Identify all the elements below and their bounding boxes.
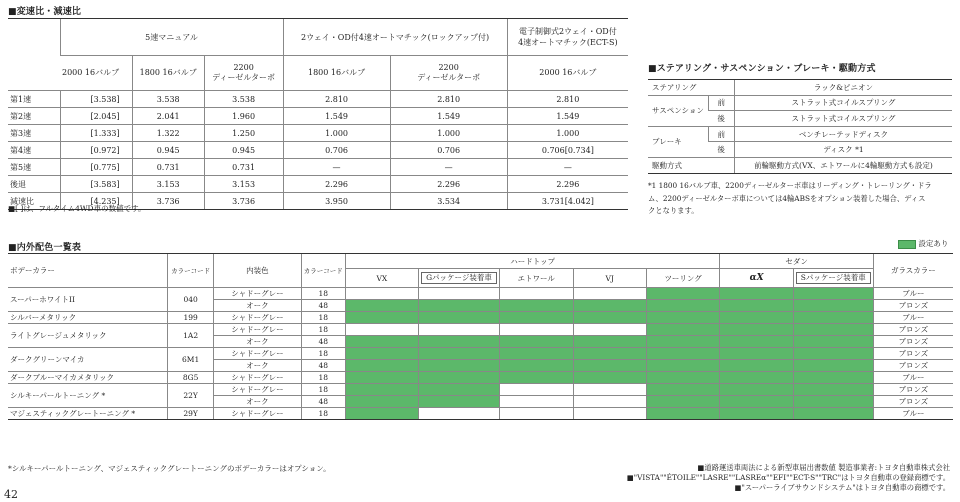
interior-color: シャドーグレー <box>214 372 302 384</box>
availability-cell-set <box>419 312 500 324</box>
body-color-name: マジェスティックグレートーニング * <box>8 408 168 420</box>
availability-cell-set <box>720 396 793 408</box>
gear-value: 2.296 <box>507 176 628 193</box>
gear-value: 1.549 <box>507 108 628 125</box>
glass-color: ブルー <box>873 408 953 420</box>
glass-color: ブロンズ <box>873 348 953 360</box>
interior-code: 48 <box>301 300 345 312</box>
availability-cell-set <box>720 360 793 372</box>
steer-row-label: 駆動方式 <box>648 157 734 173</box>
gear-value: 2.041 <box>132 108 204 125</box>
availability-cell-set <box>720 408 793 420</box>
availability-cell-set <box>720 336 793 348</box>
color-note: *シルキーパールトーニング、マジェスティックグレートーニングのボデーカラーはオプション。 <box>8 464 331 473</box>
availability-cell-set <box>793 348 873 360</box>
grade-header: ツーリング <box>646 269 720 288</box>
interior-color: シャドーグレー <box>214 312 302 324</box>
availability-cell-set <box>345 336 418 348</box>
grade-header: Gパッケージ装着車 <box>419 269 500 288</box>
steer-value: ストラット式コイルスプリング <box>734 95 952 111</box>
gear-value: [4.235] <box>60 193 132 210</box>
availability-cell-unset <box>499 396 573 408</box>
header-glass: ガラスカラー <box>873 254 953 288</box>
availability-cell-set <box>345 300 418 312</box>
gear-value: [3.538] <box>60 91 132 108</box>
availability-cell-set <box>419 336 500 348</box>
gear-value: 1.549 <box>283 108 390 125</box>
interior-color: オーク <box>214 360 302 372</box>
gear-value: 1.322 <box>132 125 204 142</box>
availability-cell-set <box>573 348 646 360</box>
steer-value: ベンチレーテッドディスク <box>734 126 952 142</box>
gear-row <box>8 108 628 125</box>
interior-color: シャドーグレー <box>214 288 302 300</box>
availability-cell-set <box>793 396 873 408</box>
gear-row-label: 第5速 <box>8 159 60 176</box>
body-color-name: シルバーメタリック <box>8 312 168 324</box>
interior-code: 18 <box>301 384 345 396</box>
availability-cell-set <box>419 384 500 396</box>
glass-color: ブロンズ <box>873 324 953 336</box>
steer-row-label: ステアリング <box>648 80 734 96</box>
gear-value: 1.000 <box>283 125 390 142</box>
gear-row-label: 第1速 <box>8 91 60 108</box>
gear-col-header: 2200 ディーゼルターボ <box>390 56 507 91</box>
gear-row-label: 第3速 <box>8 125 60 142</box>
availability-cell-unset <box>499 384 573 396</box>
steer-value: ディスク *1 <box>734 142 952 158</box>
interior-code: 48 <box>301 336 345 348</box>
color-row <box>8 312 953 324</box>
availability-cell-unset <box>499 288 573 300</box>
availability-cell-set <box>499 348 573 360</box>
body-color-code: 040 <box>168 288 214 312</box>
glass-color: ブロンズ <box>873 300 953 312</box>
color-row <box>8 408 953 420</box>
availability-cell-set <box>720 288 793 300</box>
availability-cell-unset <box>573 408 646 420</box>
header-interior: 内装色 <box>214 254 302 288</box>
availability-cell-unset <box>419 324 500 336</box>
body-color-name: シルキーパールトーニング * <box>8 384 168 408</box>
availability-cell-set <box>345 384 418 396</box>
body-color-code: 22Y <box>168 384 214 408</box>
header-interior-code: カラーコード <box>301 254 345 288</box>
gear-value: — <box>390 159 507 176</box>
gear-value: [0.775] <box>60 159 132 176</box>
steer-row-label: サスペンション <box>648 95 708 126</box>
gear-value: 1.549 <box>390 108 507 125</box>
gear-col-header: 2200 ディーゼルターボ <box>204 56 283 91</box>
interior-color: オーク <box>214 300 302 312</box>
gear-value: 0.731 <box>132 159 204 176</box>
gear-value: 3.534 <box>390 193 507 210</box>
body-color-code: 6M1 <box>168 348 214 372</box>
availability-cell-set <box>720 324 793 336</box>
grade-header: Sパッケージ装着車 <box>793 269 873 288</box>
steer-sub-label: 前 <box>708 95 734 111</box>
availability-cell-set <box>793 288 873 300</box>
availability-cell-set <box>499 312 573 324</box>
availability-cell-set <box>720 384 793 396</box>
availability-cell-set <box>573 312 646 324</box>
gear-row-label: 第4速 <box>8 142 60 159</box>
gear-value: 3.538 <box>132 91 204 108</box>
availability-cell-set <box>345 372 418 384</box>
steer-section-title: ■ステアリング・サスペンション・ブレーキ・駆動方式 <box>648 64 876 74</box>
gear-col-header: 1800 16バルブ <box>283 56 390 91</box>
availability-cell-unset <box>345 324 418 336</box>
gear-value: [3.583] <box>60 176 132 193</box>
interior-code: 18 <box>301 408 345 420</box>
availability-cell-set <box>646 360 720 372</box>
interior-color: シャドーグレー <box>214 384 302 396</box>
gear-value: — <box>507 159 628 176</box>
color-section-title: ■内外配色一覧表 <box>8 243 82 253</box>
interior-code: 18 <box>301 324 345 336</box>
availability-cell-set <box>573 336 646 348</box>
gear-value: 0.706 <box>390 142 507 159</box>
availability-cell-set <box>793 324 873 336</box>
header-color-code: カラーコード <box>168 254 214 288</box>
availability-cell-set <box>646 324 720 336</box>
availability-cell-set <box>499 360 573 372</box>
availability-cell-unset <box>573 396 646 408</box>
availability-cell-unset <box>499 408 573 420</box>
legend <box>898 238 948 249</box>
glass-color: ブルー <box>873 312 953 324</box>
glass-color: ブロンズ <box>873 384 953 396</box>
availability-cell-set <box>345 396 418 408</box>
color-row <box>8 372 953 384</box>
availability-cell-set <box>720 348 793 360</box>
gear-col-header: 2000 16バルブ <box>60 56 132 91</box>
gear-value: 3.153 <box>132 176 204 193</box>
availability-cell-set <box>646 396 720 408</box>
availability-cell-unset <box>419 288 500 300</box>
availability-cell-set <box>419 372 500 384</box>
availability-cell-set <box>720 312 793 324</box>
header-hardtop: ハードトップ <box>345 254 720 269</box>
steer-sub-label: 後 <box>708 142 734 158</box>
availability-cell-set <box>720 372 793 384</box>
interior-color: シャドーグレー <box>214 348 302 360</box>
availability-cell-unset <box>573 288 646 300</box>
gear-group-manual: 5速マニュアル <box>60 19 283 56</box>
grade-header: αX <box>720 269 793 288</box>
steer-value: 前輪駆動方式(VX、エトワールに4輪駆動方式も設定) <box>734 157 952 173</box>
gear-value: 0.945 <box>132 142 204 159</box>
gear-value: 2.296 <box>283 176 390 193</box>
availability-cell-set <box>793 312 873 324</box>
interior-color: オーク <box>214 396 302 408</box>
color-row <box>8 324 953 336</box>
interior-code: 18 <box>301 348 345 360</box>
footer-notes: ■道路運送車両法による新型車届出書数値 製造事業者:トヨタ自動車株式会社 ■"VISTA""ÉTOILE""LASRE""LASREα""EFI""ECT-S""TRC"はトヨタ自動車の登録商標です。 ■"スーパーライブサウンドシステム"はトヨタ自動車の商標です。 <box>626 463 950 492</box>
availability-cell-set <box>646 408 720 420</box>
glass-color: ブロンズ <box>873 396 953 408</box>
gear-row <box>8 176 628 193</box>
body-color-code: 199 <box>168 312 214 324</box>
availability-cell-set <box>646 336 720 348</box>
interior-color: シャドーグレー <box>214 408 302 420</box>
gear-value: 3.731[4.042] <box>507 193 628 210</box>
availability-cell-set <box>419 348 500 360</box>
gear-row-label: 第2速 <box>8 108 60 125</box>
availability-cell-set <box>793 360 873 372</box>
gear-value: 1.960 <box>204 108 283 125</box>
steer-value: ストラット式コイルスプリング <box>734 111 952 127</box>
color-row <box>8 348 953 360</box>
gear-value: 0.706 <box>283 142 390 159</box>
steering-table <box>648 79 952 174</box>
interior-code: 48 <box>301 360 345 372</box>
body-color-name: ライトグレージュメタリック <box>8 324 168 348</box>
page-number: 42 <box>4 488 18 501</box>
availability-cell-set <box>573 372 646 384</box>
gear-row <box>8 125 628 142</box>
header-sedan: セダン <box>720 254 873 269</box>
glass-color: ブルー <box>873 288 953 300</box>
gear-group-ect: 電子制御式2ウェイ・OD付 4速オートマチック(ECT-S) <box>507 19 628 56</box>
gear-row <box>8 159 628 176</box>
legend-label: 設定あり <box>918 239 949 248</box>
header-body-color: ボデーカラー <box>8 254 168 288</box>
availability-cell-set <box>793 408 873 420</box>
availability-cell-set <box>646 300 720 312</box>
gear-value: 2.810 <box>390 91 507 108</box>
gear-value: — <box>283 159 390 176</box>
availability-cell-unset <box>345 288 418 300</box>
availability-cell-set <box>793 300 873 312</box>
availability-cell-set <box>345 348 418 360</box>
availability-cell-set <box>419 360 500 372</box>
gear-value: 2.810 <box>507 91 628 108</box>
body-color-code: 29Y <box>168 408 214 420</box>
availability-cell-set <box>419 300 500 312</box>
availability-cell-set <box>499 336 573 348</box>
interior-color: シャドーグレー <box>214 324 302 336</box>
gear-group-auto: 2ウェイ・OD付4速オートマチック(ロックアップ付) <box>283 19 507 56</box>
gear-row-label: 減速比 <box>8 193 60 210</box>
availability-cell-unset <box>499 324 573 336</box>
glass-color: ブロンズ <box>873 360 953 372</box>
gear-note: ■[ ]は、フルタイム4WD車の数値です。 <box>8 204 146 213</box>
steer-value: ラック&ピニオン <box>734 80 952 96</box>
gear-col-header: 2000 16バルブ <box>507 56 628 91</box>
steer-note: *1 1800 16バルブ車、2200ディーゼルターボ車はリーディング・トレーリング・ドラ ム、2200ディーゼルターボ車については4輪ABSをオプション装着した場合、ディス クとなります。 <box>648 181 932 215</box>
gear-value: 0.731 <box>204 159 283 176</box>
gear-value: 3.950 <box>283 193 390 210</box>
legend-swatch <box>898 240 916 249</box>
gear-value: [0.972] <box>60 142 132 159</box>
gear-value: 3.153 <box>204 176 283 193</box>
availability-cell-set <box>573 300 646 312</box>
glass-color: ブロンズ <box>873 336 953 348</box>
gear-col-header: 1800 16バルブ <box>132 56 204 91</box>
availability-cell-set <box>793 384 873 396</box>
availability-cell-set <box>646 384 720 396</box>
availability-cell-set <box>793 372 873 384</box>
gear-value: [1.333] <box>60 125 132 142</box>
availability-cell-set <box>345 360 418 372</box>
availability-cell-set <box>499 300 573 312</box>
steer-sub-label: 前 <box>708 126 734 142</box>
grade-header: VJ <box>573 269 646 288</box>
gear-value: 3.736 <box>204 193 283 210</box>
body-color-name: ダークグリーンマイカ <box>8 348 168 372</box>
gear-row <box>8 91 628 108</box>
interior-code: 18 <box>301 312 345 324</box>
grade-header: エトワール <box>499 269 573 288</box>
interior-code: 18 <box>301 288 345 300</box>
gear-ratio-table <box>8 18 628 210</box>
gear-value: 3.736 <box>132 193 204 210</box>
interior-code: 48 <box>301 396 345 408</box>
availability-cell-set <box>720 300 793 312</box>
color-row <box>8 384 953 396</box>
availability-cell-set <box>345 408 418 420</box>
availability-cell-unset <box>573 384 646 396</box>
availability-cell-set <box>646 312 720 324</box>
interior-color: オーク <box>214 336 302 348</box>
body-color-code: 1A2 <box>168 324 214 348</box>
availability-cell-set <box>419 396 500 408</box>
gear-value: 1.000 <box>390 125 507 142</box>
body-color-name: スーパーホワイトII <box>8 288 168 312</box>
availability-cell-set <box>646 288 720 300</box>
availability-cell-set <box>345 312 418 324</box>
gear-value: 2.810 <box>283 91 390 108</box>
color-table <box>8 253 953 420</box>
gear-value: 0.706[0.734] <box>507 142 628 159</box>
body-color-name: ダークブルーマイカメタリック <box>8 372 168 384</box>
gear-section-title: ■変速比・減速比 <box>8 7 82 17</box>
availability-cell-set <box>499 372 573 384</box>
availability-cell-set <box>573 360 646 372</box>
availability-cell-unset <box>419 408 500 420</box>
gear-value: 3.538 <box>204 91 283 108</box>
availability-cell-set <box>646 348 720 360</box>
availability-cell-unset <box>573 324 646 336</box>
gear-value: 1.250 <box>204 125 283 142</box>
gear-value: 2.296 <box>390 176 507 193</box>
availability-cell-set <box>793 336 873 348</box>
interior-code: 18 <box>301 372 345 384</box>
steer-row-label: ブレーキ <box>648 126 708 157</box>
steer-sub-label: 後 <box>708 111 734 127</box>
color-row <box>8 288 953 300</box>
availability-cell-set <box>646 372 720 384</box>
body-color-code: 8G5 <box>168 372 214 384</box>
gear-row <box>8 142 628 159</box>
gear-value: 0.945 <box>204 142 283 159</box>
glass-color: ブルー <box>873 372 953 384</box>
grade-header: VX <box>345 269 418 288</box>
gear-row-label: 後退 <box>8 176 60 193</box>
gear-value: 1.000 <box>507 125 628 142</box>
gear-value: [2.045] <box>60 108 132 125</box>
